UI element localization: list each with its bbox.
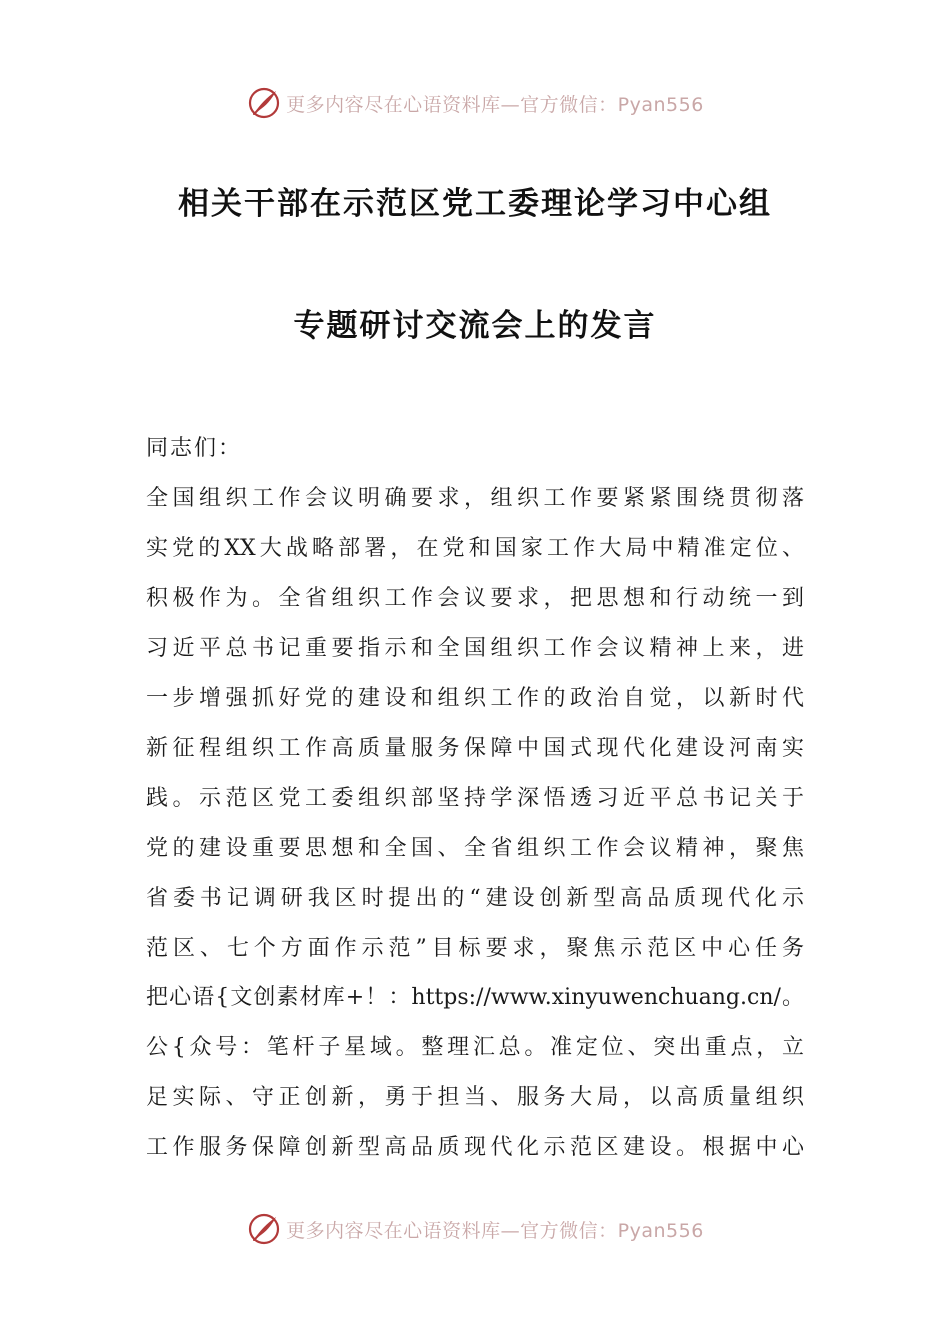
body-line: 践。示范区党工委组织部坚持学深悟透习近平总书记关于: [146, 786, 804, 811]
body-line: 实党的XX大战略部署，在党和国家工作大局中精准定位、: [146, 536, 804, 561]
body-line: 足实际、守正创新，勇于担当、服务大局，以高质量组织: [146, 1085, 804, 1110]
body-line: 省委书记调研我区时提出的“建设创新型高品质现代化示: [146, 886, 804, 911]
watermark-text: [286, 90, 704, 117]
body-line: 党的建设重要思想和全国、全省组织工作会议精神，聚焦: [146, 836, 804, 861]
body-line: 公{众号：笔杆子星域。整理汇总。准定位、突出重点，立: [146, 1035, 804, 1060]
body-line: 把心语{文创素材库+！：https://www.xinyuwenchuang.cn/。: [146, 985, 804, 1010]
body-line: 习近平总书记重要指示和全国组织工作会议精神上来，进: [146, 636, 804, 661]
header-watermark: [0, 83, 950, 123]
watermark-label: 更多内容尽在心语资料库—官方微信：: [286, 93, 618, 116]
watermark-wechat-id: Pyan556: [617, 1219, 704, 1242]
document-title-line-1: 相关干部在示范区党工委理论学习中心组: [178, 186, 772, 222]
quill-logo-icon: [246, 1211, 282, 1247]
body-line: 一步增强抓好党的建设和组织工作的政治自觉，以新时代: [146, 686, 804, 711]
body-line: 工作服务保障创新型高品质现代化示范区建设。根据中心: [146, 1135, 804, 1160]
body-line: 新征程组织工作高质量服务保障中国式现代化建设河南实: [146, 736, 804, 761]
watermark-text: [286, 1216, 704, 1243]
watermark-wechat-id: Pyan556: [617, 93, 704, 116]
document-title-line-2: 专题研讨交流会上的发言: [293, 308, 657, 344]
greeting: 同志们：: [146, 436, 243, 461]
quill-logo-icon: [246, 85, 282, 121]
body-line: 全国组织工作会议明确要求，组织工作要紧紧围绕贯彻落: [146, 486, 804, 511]
watermark-label: 更多内容尽在心语资料库—官方微信：: [286, 1219, 618, 1242]
body-line: 范区、七个方面作示范”目标要求，聚焦示范区中心任务: [146, 936, 804, 961]
footer-watermark: [0, 1209, 950, 1249]
body-line: 积极作为。全省组织工作会议要求，把思想和行动统一到: [146, 586, 804, 611]
